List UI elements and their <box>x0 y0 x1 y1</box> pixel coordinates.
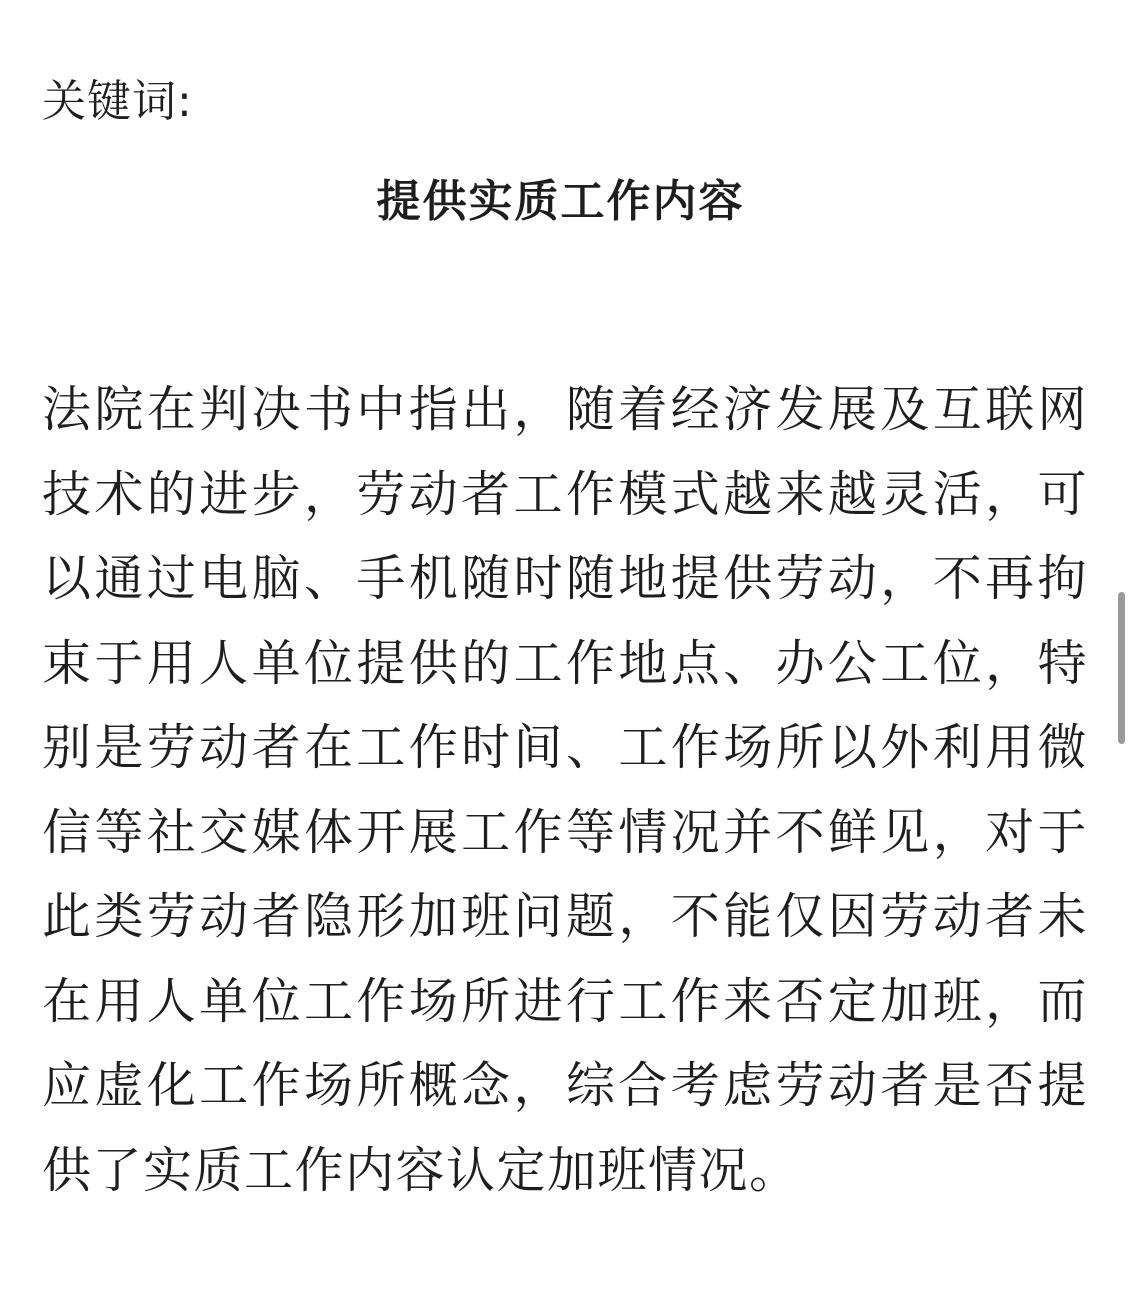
keyword-label: 关键词: <box>42 76 193 127</box>
body-paragraph: 法院在判决书中指出，随着经济发展及互联网技术的进步，劳动者工作模式越来越灵活，可以通过电脑、手机随时随地提供劳动，不再拘束于用人单位提供的工作地点、办公工位，特别是劳动者在工作时间、工作场所以外利用微信等社交媒体开展工作等情况并不鲜见，对于此类劳动者隐形加班问题，不能仅因劳动者未在用人单位工作场所进行工作来否定加班，而应虚化工作场所概念，综合考虑劳动者是否提供了实质工作内容认定加班情况。 <box>42 381 1088 1199</box>
scrollbar-thumb[interactable] <box>1118 592 1125 744</box>
section-title: 提供实质工作内容 <box>376 176 745 227</box>
